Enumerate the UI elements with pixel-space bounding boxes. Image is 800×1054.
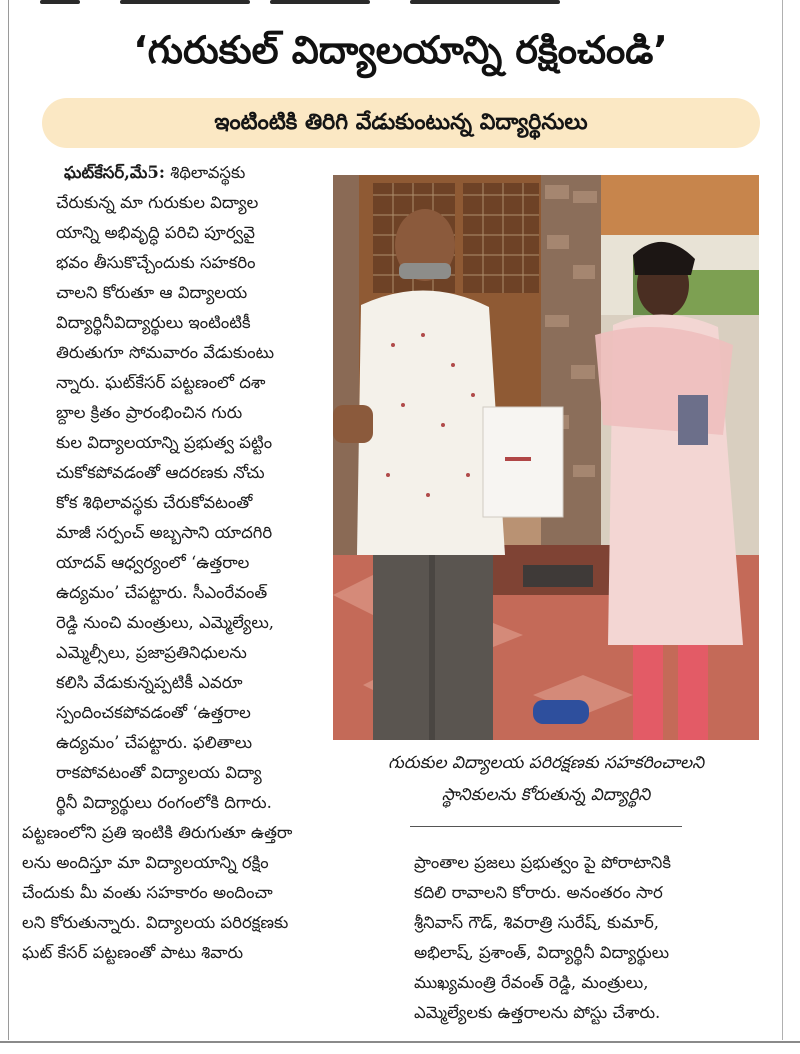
page-bottom-border bbox=[0, 1041, 800, 1043]
body-line: ముఖ్యమంత్రి రేవంత్ రెడ్డి, మంత్రులు, bbox=[414, 973, 649, 992]
body-line: లని కోరుతున్నారు. విద్యాలయ పరిరక్షణకు bbox=[22, 913, 289, 932]
body-line: ఉద్యమం’ చేపట్టారు. ఫలితాలు bbox=[56, 733, 253, 752]
body-line: మాజీ సర్పంచ్ అబ్బసాని యాదగిరి bbox=[56, 523, 273, 542]
body-line bbox=[64, 158, 328, 188]
body-line: ప్రాంతాల ప్రజలు ప్రభుత్వం పై పోరాటానికి bbox=[414, 853, 671, 872]
body-line: తిరుతుగూ సోమవారం వేడుకుంటు bbox=[56, 343, 275, 362]
body-line: లను అందిస్తూ మా విద్యాలయాన్ని రక్షిం bbox=[22, 853, 269, 872]
photo-caption-line: స్థానికులను కోరుతున్న విద్యార్థిని bbox=[441, 785, 651, 805]
article-headline: ‘గురుకుల్ విద్యాలయాన్ని రక్షించండి’ bbox=[133, 28, 668, 72]
body-line: యాదవ్ ఆధ్వర్యంలో ‘ఉత్తరాల bbox=[56, 553, 250, 572]
body-line: ర్థినీ విద్యార్థులు రంగంలోకి దిగారు. bbox=[56, 793, 272, 812]
page-right-border bbox=[782, 0, 783, 1040]
body-line: రాకపోవటంతో విద్యాలయ విద్యా bbox=[56, 763, 262, 782]
body-line: విద్యార్థినీవిద్యార్థులు ఇంటింటికీ bbox=[56, 313, 251, 332]
body-line: చేరుకున్న మా గురుకుల విద్యాల bbox=[56, 193, 259, 212]
article-subheadline: ఇంటింటికి తిరిగి వేడుకుంటున్న విద్యార్థినులు bbox=[214, 110, 588, 135]
body-line: ఎమ్మెల్సీలు, ప్రజాప్రతినిధులను bbox=[56, 643, 247, 662]
body-line: రెడ్డి నుంచి మంత్రులు, ఎమ్మెల్యేలు, bbox=[56, 613, 275, 632]
body-line: కదిలి రావాలని కోరారు. అనంతరం సార bbox=[414, 883, 663, 902]
cropped-previous-line bbox=[0, 0, 800, 8]
column-divider-rule bbox=[410, 826, 682, 827]
body-line: కోక శిథిలావస్థకు చేరుకోవటంతో bbox=[56, 493, 253, 512]
body-line: కుల విద్యాలయాన్ని ప్రభుత్వ పట్టిం bbox=[56, 433, 273, 452]
body-line: పట్టణంలోని ప్రతి ఇంటికి తిరుగుతూ ఉత్తరా bbox=[22, 823, 293, 842]
article-photo bbox=[333, 175, 759, 740]
page-left-border bbox=[8, 0, 9, 1040]
body-line: అభిలాష్, ప్రశాంత్, విద్యార్థినీ విద్యార్థులు bbox=[414, 943, 670, 962]
body-line: ఎమ్మెల్యేలకు ఉత్తరాలను పోస్టు చేశారు. bbox=[414, 1003, 661, 1022]
body-line: శ్రీనివాస్ గౌడ్, శివరాత్రి సురేష్, కుమార్, bbox=[414, 913, 660, 932]
body-line: ఘట్ కేసర్ పట్టణంతో పాటు శివారు bbox=[22, 943, 244, 962]
body-line: కలిసి వేడుకున్నప్పటికీ ఎవరూ bbox=[56, 673, 243, 692]
photo-caption-line: గురుకుల విద్యాలయ పరిరక్షణకు సహకరించాలని bbox=[387, 753, 705, 773]
body-line: చేందుకు మీ వంతు సహకారం అందించా bbox=[22, 883, 273, 902]
body-line: యాన్ని అభివృద్ధి పరిచి పూర్వవై bbox=[56, 223, 255, 242]
body-line: చాలని కోరుతూ ఆ విద్యాలయ bbox=[56, 283, 248, 302]
body-line: చుకోకపోవడంతో ఆదరణకు నోచు bbox=[56, 463, 265, 482]
body-line: భవం తీసుకొచ్చేందుకు సహకరిం bbox=[56, 253, 256, 272]
body-line: ఉద్యమం’ చేపట్టారు. సీఎంరేవంత్ bbox=[56, 583, 268, 602]
body-line: బ్దాల క్రితం ప్రారంభించిన గురు bbox=[56, 403, 243, 422]
article-dateline: ఘట్‌కేసర్,మే5: bbox=[64, 163, 165, 182]
body-line: న్నారు. ఘట్‌కేసర్ పట్టణంలో దశా bbox=[56, 373, 266, 392]
body-line-fragment: శిథిలావస్థకు bbox=[170, 163, 246, 182]
body-line: స్పందించకపోవడంతో ‘ఉత్తరాల bbox=[56, 703, 251, 722]
